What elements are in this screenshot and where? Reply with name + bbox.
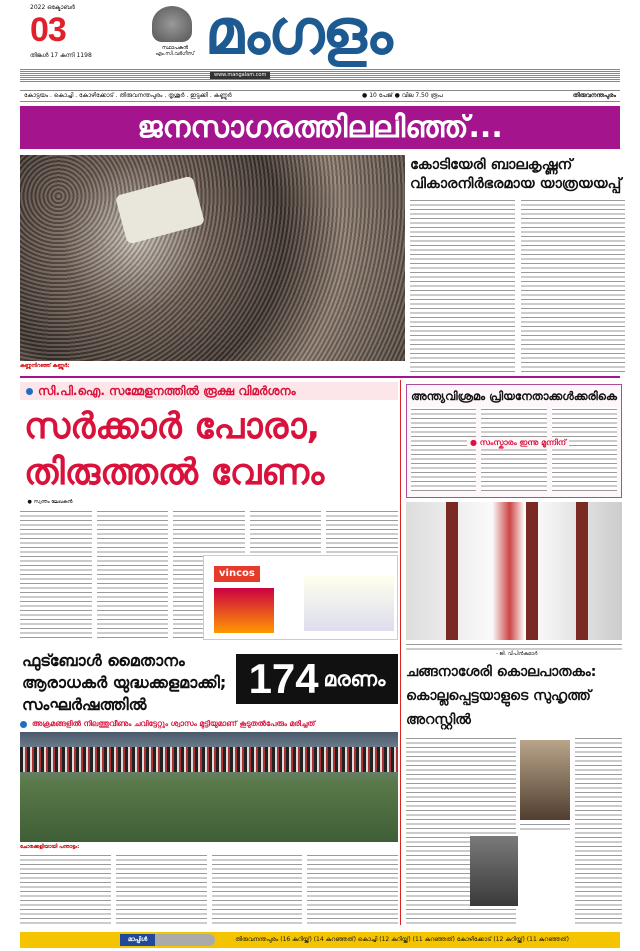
crime-headline: ചങ്ങനാശേരി കൊലപാതകം: കൊല്ലപ്പെട്ടയാളുടെ സുഹൃത്ത് അറസ്റ്റിൽ <box>406 664 597 728</box>
victim-caption <box>520 822 570 832</box>
edition-name: തിരുവനന്തപുരം <box>572 92 616 99</box>
football-subhead <box>20 719 398 729</box>
edition-line <box>20 90 620 102</box>
crime-story-body-2 <box>575 736 622 926</box>
lead-story-headline: കോടിയേരി ബാലകൃഷ്ണന് വികാരനിർഭരമായ യാത്രയയപ്പ് <box>410 157 622 192</box>
box-headline: അന്ത്യവിശ്രമം പ്രിയനേതാക്കൾക്കരികെ <box>411 389 617 403</box>
cpi-byline: ● സ്വന്തം ലേഖകൻ <box>27 499 73 505</box>
caption-label: കണ്ണുനിറഞ്ഞ് കണ്ണൂർ: <box>20 363 70 369</box>
caption-label: ചോരക്കളിയായി പന്താട്ടം: <box>20 844 80 850</box>
football-story <box>20 650 398 926</box>
ad-brand: vincos <box>214 566 260 582</box>
footer-gray-tab <box>155 934 215 946</box>
funeral-vehicle <box>115 175 205 244</box>
date-day: 03 <box>30 11 66 49</box>
crime-body-area <box>406 736 622 926</box>
weather-footer-bar <box>20 932 620 948</box>
photo-credit: - ജി. വിപിൻകുമാർ <box>496 651 538 657</box>
masthead-rule <box>20 68 620 82</box>
crime-story <box>406 660 622 926</box>
column-divider <box>400 380 401 925</box>
cpi-kicker <box>20 382 398 400</box>
newspaper-logo: മംഗളം <box>205 0 391 68</box>
accused-photo <box>470 836 518 906</box>
lead-story-body <box>410 198 625 372</box>
football-header-row <box>20 650 398 716</box>
football-headline: ഫുട്ബോൾ മൈതാനം ആരാധകർ യുദ്ധക്കളമാക്കി; സംഘർഷത്തിൽ <box>22 651 227 714</box>
cpi-headline: സർക്കാർ പോരാ, തിരുത്തൽ വേണം <box>24 406 325 493</box>
date-year-month: 2022 ഒക്ടോബർ <box>30 4 75 11</box>
ad-image <box>304 576 394 631</box>
page-price: ● 10 പേജ് ● വില 7.50 രൂപ <box>362 92 443 99</box>
victim-photo <box>520 740 570 820</box>
footer-tag: മാപ്പിൾ <box>120 934 155 946</box>
date-malayalam: തിങ്കൾ 17 കന്നി 1198 <box>30 52 92 59</box>
box-subhead: ● സംസ്കാരം ഇന്നു മൂന്നിന് <box>467 437 569 449</box>
death-label: മരണം <box>323 667 386 691</box>
emblem-icon <box>152 6 192 42</box>
section-divider <box>20 376 620 378</box>
funeral-box <box>406 384 622 498</box>
football-story-body <box>20 853 398 926</box>
stadium-photo <box>20 732 398 842</box>
footer-editions: തിരുവനന്തപുരം (16 കുറിയ്ക്ക്) (14 കുറഞ്ഞത്) കൊച്ചി (12 കുറിയ്ക്ക്) (11 കുറഞ്ഞത്) കോഴിക്കോട് (12 കുറിയ്ക്ക്) (11 കുറഞ്ഞത്) <box>235 936 570 943</box>
stadium-caption <box>20 844 398 851</box>
ad-product-image <box>214 588 274 633</box>
website-url[interactable]: www.mangalam.com <box>210 72 270 79</box>
edition-cities: കോട്ടയം . കൊച്ചി . കോഴിക്കോട് . തിരുവനന്തപുരം . തൃശൂർ . ഇടുക്കി . കണ്ണൂർ <box>24 92 232 99</box>
funeral-photo <box>406 502 622 640</box>
bullet-icon <box>20 721 27 728</box>
cpi-story <box>20 382 398 640</box>
vincos-advertisement[interactable] <box>203 555 398 640</box>
lead-banner-headline: ജനസാഗരത്തിലലിഞ്ഞ്... <box>20 106 620 149</box>
lead-story <box>410 156 625 372</box>
kicker-text: സി.പി.ഐ. സമ്മേളനത്തിൽ രൂക്ഷ വിമർശനം <box>38 384 296 398</box>
cpi-body-area <box>20 509 398 640</box>
founder-text: സ്ഥാപകൻ എം.സി.വർഗീസ് <box>155 45 195 57</box>
bullet-icon <box>26 388 33 395</box>
lead-crowd-photo <box>20 155 405 361</box>
funeral-photo-caption <box>406 642 622 658</box>
lead-photo-caption <box>20 363 405 370</box>
death-count-box <box>236 654 398 704</box>
death-count: 174 <box>248 655 319 702</box>
subhead-text: അക്രമങ്ങളിൽ നിലത്തുവീണും ചവിട്ടേറ്റും ശ്വാസം മുട്ടിയുമാണ് കൂടുതൽപേരും മരിച്ചത് <box>32 719 316 728</box>
